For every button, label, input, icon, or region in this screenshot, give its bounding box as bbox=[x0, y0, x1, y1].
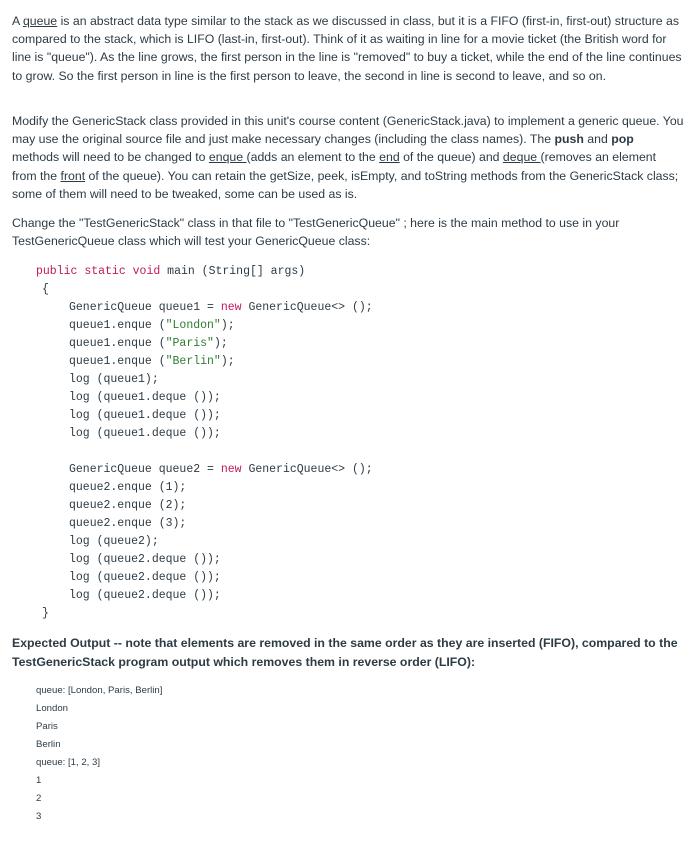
code-line: queue2.enque (2); bbox=[69, 499, 187, 512]
code-line: GenericQueue queue2 = new GenericQueue<> (); bbox=[69, 463, 373, 476]
code-line: log (queue1.deque ()); bbox=[69, 409, 221, 422]
text: methods will need to be changed to bbox=[12, 150, 209, 165]
intro-paragraph bbox=[12, 12, 684, 85]
text: (adds an element to the bbox=[246, 150, 380, 165]
code-text: main (String[] args) bbox=[160, 265, 306, 278]
output-line: 2 bbox=[36, 793, 42, 804]
open-brace: { bbox=[42, 283, 49, 296]
text: of the queue). You can retain the getSize, peek, isEmpty, and toString methods from the GenericStack class; some of them will need to be tweaked, some can be used as is. bbox=[12, 168, 679, 201]
text: of the queue) and bbox=[399, 150, 503, 165]
code-line: log (queue2.deque ()); bbox=[69, 553, 221, 566]
modify-paragraph bbox=[12, 112, 684, 203]
expected-output-heading: Expected Output -- note that elements are removed in the same order as they are inserted (FIFO), compared to the TestGenericStack program output which removes them in reverse order (LIFO): bbox=[12, 636, 678, 669]
push-keyword: push bbox=[554, 132, 584, 147]
code-line: queue2.enque (3); bbox=[69, 517, 187, 530]
output-line: 3 bbox=[36, 811, 42, 822]
close-brace: } bbox=[42, 607, 49, 620]
keyword: void bbox=[132, 265, 161, 278]
code-line: queue1.enque ("Paris"); bbox=[69, 337, 228, 350]
output-line: queue: [1, 2, 3] bbox=[36, 757, 101, 768]
queue-link[interactable]: queue bbox=[22, 14, 58, 28]
code-line: log (queue2.deque ()); bbox=[69, 571, 221, 584]
text: (removes an element from the bbox=[12, 150, 657, 183]
enque-term: enque bbox=[208, 150, 247, 165]
code-line: log (queue2); bbox=[69, 535, 159, 548]
main-signature bbox=[36, 263, 305, 281]
output-line: queue: [London, Paris, Berlin] bbox=[36, 685, 163, 696]
pop-keyword: pop bbox=[611, 132, 634, 147]
output-line: London bbox=[36, 703, 69, 714]
code-line: queue1.enque ("Berlin"); bbox=[69, 355, 235, 368]
output-line: Berlin bbox=[36, 739, 61, 750]
output-line: 1 bbox=[36, 775, 42, 786]
code-line: queue1.enque ("London"); bbox=[69, 319, 235, 332]
code-line: log (queue1); bbox=[69, 373, 159, 386]
deque-term: deque bbox=[502, 150, 541, 165]
code-line: queue2.enque (1); bbox=[69, 481, 187, 494]
output-line: Paris bbox=[36, 721, 58, 732]
code-line: log (queue1.deque ()); bbox=[69, 391, 221, 404]
keyword: public bbox=[36, 265, 78, 278]
end-term: end bbox=[379, 150, 400, 165]
code-line: log (queue2.deque ()); bbox=[69, 589, 221, 602]
text: Modify the GenericStack class provided in this unit's course content (GenericStack.java) to implement a generic queue. You may use the original source file and just make necessary changes (including the class names). The bbox=[12, 114, 684, 147]
keyword: static bbox=[84, 265, 126, 278]
text: and bbox=[583, 132, 612, 147]
code-line: GenericQueue queue1 = new GenericQueue<> (); bbox=[69, 301, 373, 314]
change-paragraph: Change the "TestGenericStack" class in that file to "TestGenericQueue" ; here is the main method to use in your TestGenericQueue class which will test your GenericQueue class: bbox=[12, 216, 620, 249]
text: is an abstract data type similar to the stack as we discussed in class, but it is a FIFO (first-in, first-out) structure as compared to the stack, which is LIFO (last-in, first-out). Think of it as waiting in line for a movie ticket (the British word for line is "queue"). As the line grows, the first person in the line is "removed" to buy a ticket, while the end of the line continues to grow. So the first person in line is the first person to leave, the second in line is second to leave, and so on. bbox=[12, 14, 682, 83]
front-term: front bbox=[60, 168, 86, 183]
code-line: log (queue1.deque ()); bbox=[69, 427, 221, 440]
text: A bbox=[12, 14, 23, 28]
